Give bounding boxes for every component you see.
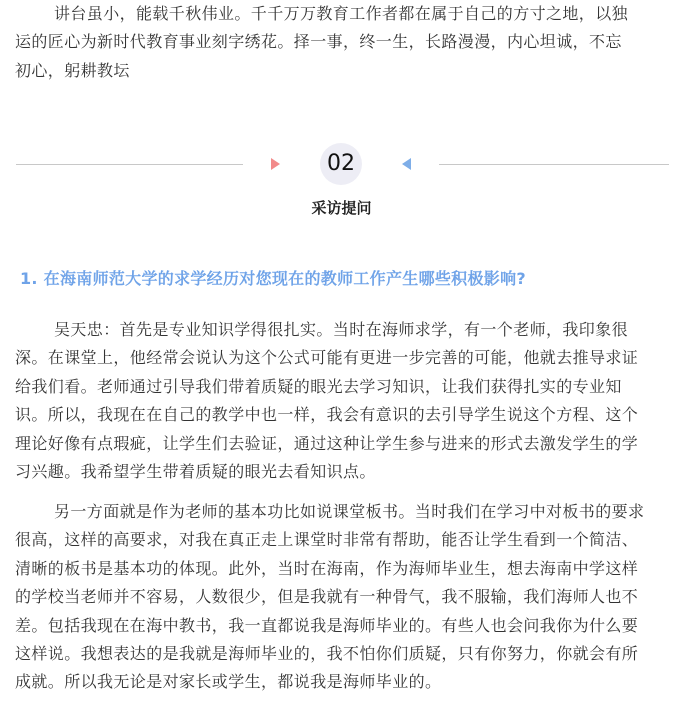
answer-paragraph-1 (15, 316, 675, 486)
divider-line-left (16, 164, 243, 165)
answer-line: 深。在课堂上，他经常会说认为这个公式可能有更进一步完善的可能，他就去推导求证 (15, 348, 639, 368)
answer-paragraph-2 (15, 498, 675, 697)
answer-line: 的学校当老师并不容易，人数很少，但是我就有一种骨气，我不服输，我们海师人也不 (15, 587, 639, 607)
answer-line: 另一方面就是作为老师的基本功比如说课堂板书。当时我们在学习中对板书的要求 (54, 502, 645, 521)
answer-line: 理论好像有点瑕疵，让学生们去验证，通过这种让学生参与进来的形式去激发学生的学 (15, 433, 639, 453)
answer-line: 给我们看。老师通过引导我们带着质疑的眼光去学习知识，让我们获得扎实的专业知 (15, 376, 622, 396)
answer-line: 这样说。我想表达的是我就是海师毕业的，我不怕你们质疑，只有你努力，你就会有所 (15, 644, 639, 664)
intro-line: 初心，躬耕教坛 (15, 60, 130, 80)
answer-line: 识。所以，我现在在自己的教学中也一样，我会有意识的去引导学生说这个方程、这个 (15, 405, 639, 425)
answer-line: 成就。所以我无论是对家长或学生，都说我是海师毕业的。 (15, 672, 442, 692)
answer-line: 差。包括我现在在海中教书，我一直都说我是海师毕业的。有些人也会问我你为什么要 (15, 615, 639, 635)
intro-line: 讲台虽小，能载千秋伟业。千千万万教育工作者都在属于自己的方寸之地，以独 (54, 4, 629, 23)
intro-paragraph (15, 0, 675, 85)
answer-line: 习兴趣。我希望学生带着质疑的眼光去看知识点。 (15, 462, 376, 482)
answer-line: 清晰的板书是基本功的体现。此外，当时在海南，作为海师毕业生，想去海南中学这样 (15, 558, 639, 578)
answer-line: 很高，这样的高要求，对我在真正走上课堂时非常有帮助，能否让学生看到一个简洁、 (15, 530, 639, 550)
section-number-badge: 02 (320, 143, 362, 185)
answer-line: 吴天忠：首先是专业知识学得很扎实。当时在海师求学，有一个老师，我印象很 (54, 320, 629, 339)
section-title: 采访提问 (311, 199, 372, 217)
question-heading: 1. 在海南师范大学的求学经历对您现在的教师工作产生哪些积极影响? (20, 269, 526, 288)
triangle-left-icon (402, 158, 411, 170)
intro-line: 运的匠心为新时代教育事业刻字绣花。择一事，终一生，长路漫漫，内心坦诚，不忘 (15, 32, 622, 52)
triangle-right-icon (271, 158, 280, 170)
divider-line-right (439, 164, 669, 165)
